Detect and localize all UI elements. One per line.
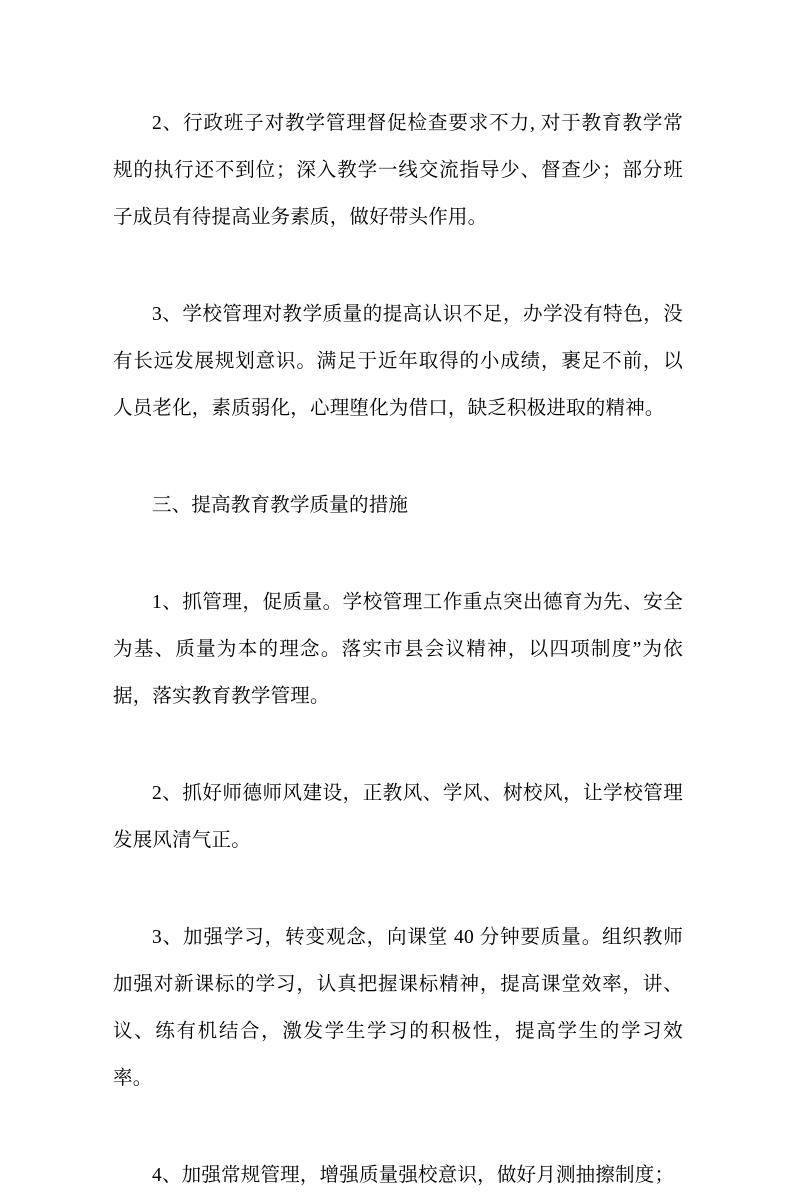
paragraph-measure-2: 2、抓好师德师风建设，正教风、学风、树校风，让学校管理发展风清气正。 xyxy=(113,783,683,851)
heading-section-three: 三、提高教育教学质量的措施 xyxy=(152,495,409,516)
paragraph-gap xyxy=(113,720,683,770)
paragraph-item-3-school-management: 3、学校管理对教学质量的提高认识不足，办学没有特色，没有长远发展规划意识。满足于近年取得的小成绩，裹足不前，以人员老化，素质弱化，心理堕化为借口，缺乏积极进取的精神。 xyxy=(113,304,683,419)
paragraph-gap xyxy=(113,529,683,579)
paragraph-item-2-admin: 2、行政班子对教学管理督促检查要求不力, 对于教育教学常规的执行还不到位；深入教学一线交流指导少、督查少；部分班子成员有待提高业务素质，做好带头作用。 xyxy=(113,113,683,228)
paragraph-gap xyxy=(113,432,683,482)
paragraph-measure-4: 4、加强常规管理，增强质量强校意识，做好月测抽擦制度； xyxy=(152,1165,675,1186)
paragraph-measure-1: 1、抓管理，促质量。学校管理工作重点突出德育为先、安全为基、质量为本的理念。落实市县会议精神，以四项制度”为依据，落实教育教学管理。 xyxy=(113,592,683,707)
paragraph-measure-3: 3、加强学习，转变观念，向课堂 40 分钟要质量。组织教师加强对新课标的学习，认真把握课标精神，提高课堂效率，讲、议、练有机结合，激发学生学习的积极性，提高学生的学习效率。 xyxy=(113,927,683,1089)
paragraph-gap xyxy=(113,864,683,914)
paragraph-gap xyxy=(113,1102,683,1152)
document-body xyxy=(113,72,683,1199)
top-spacer xyxy=(113,72,683,100)
paragraph-gap xyxy=(113,241,683,291)
